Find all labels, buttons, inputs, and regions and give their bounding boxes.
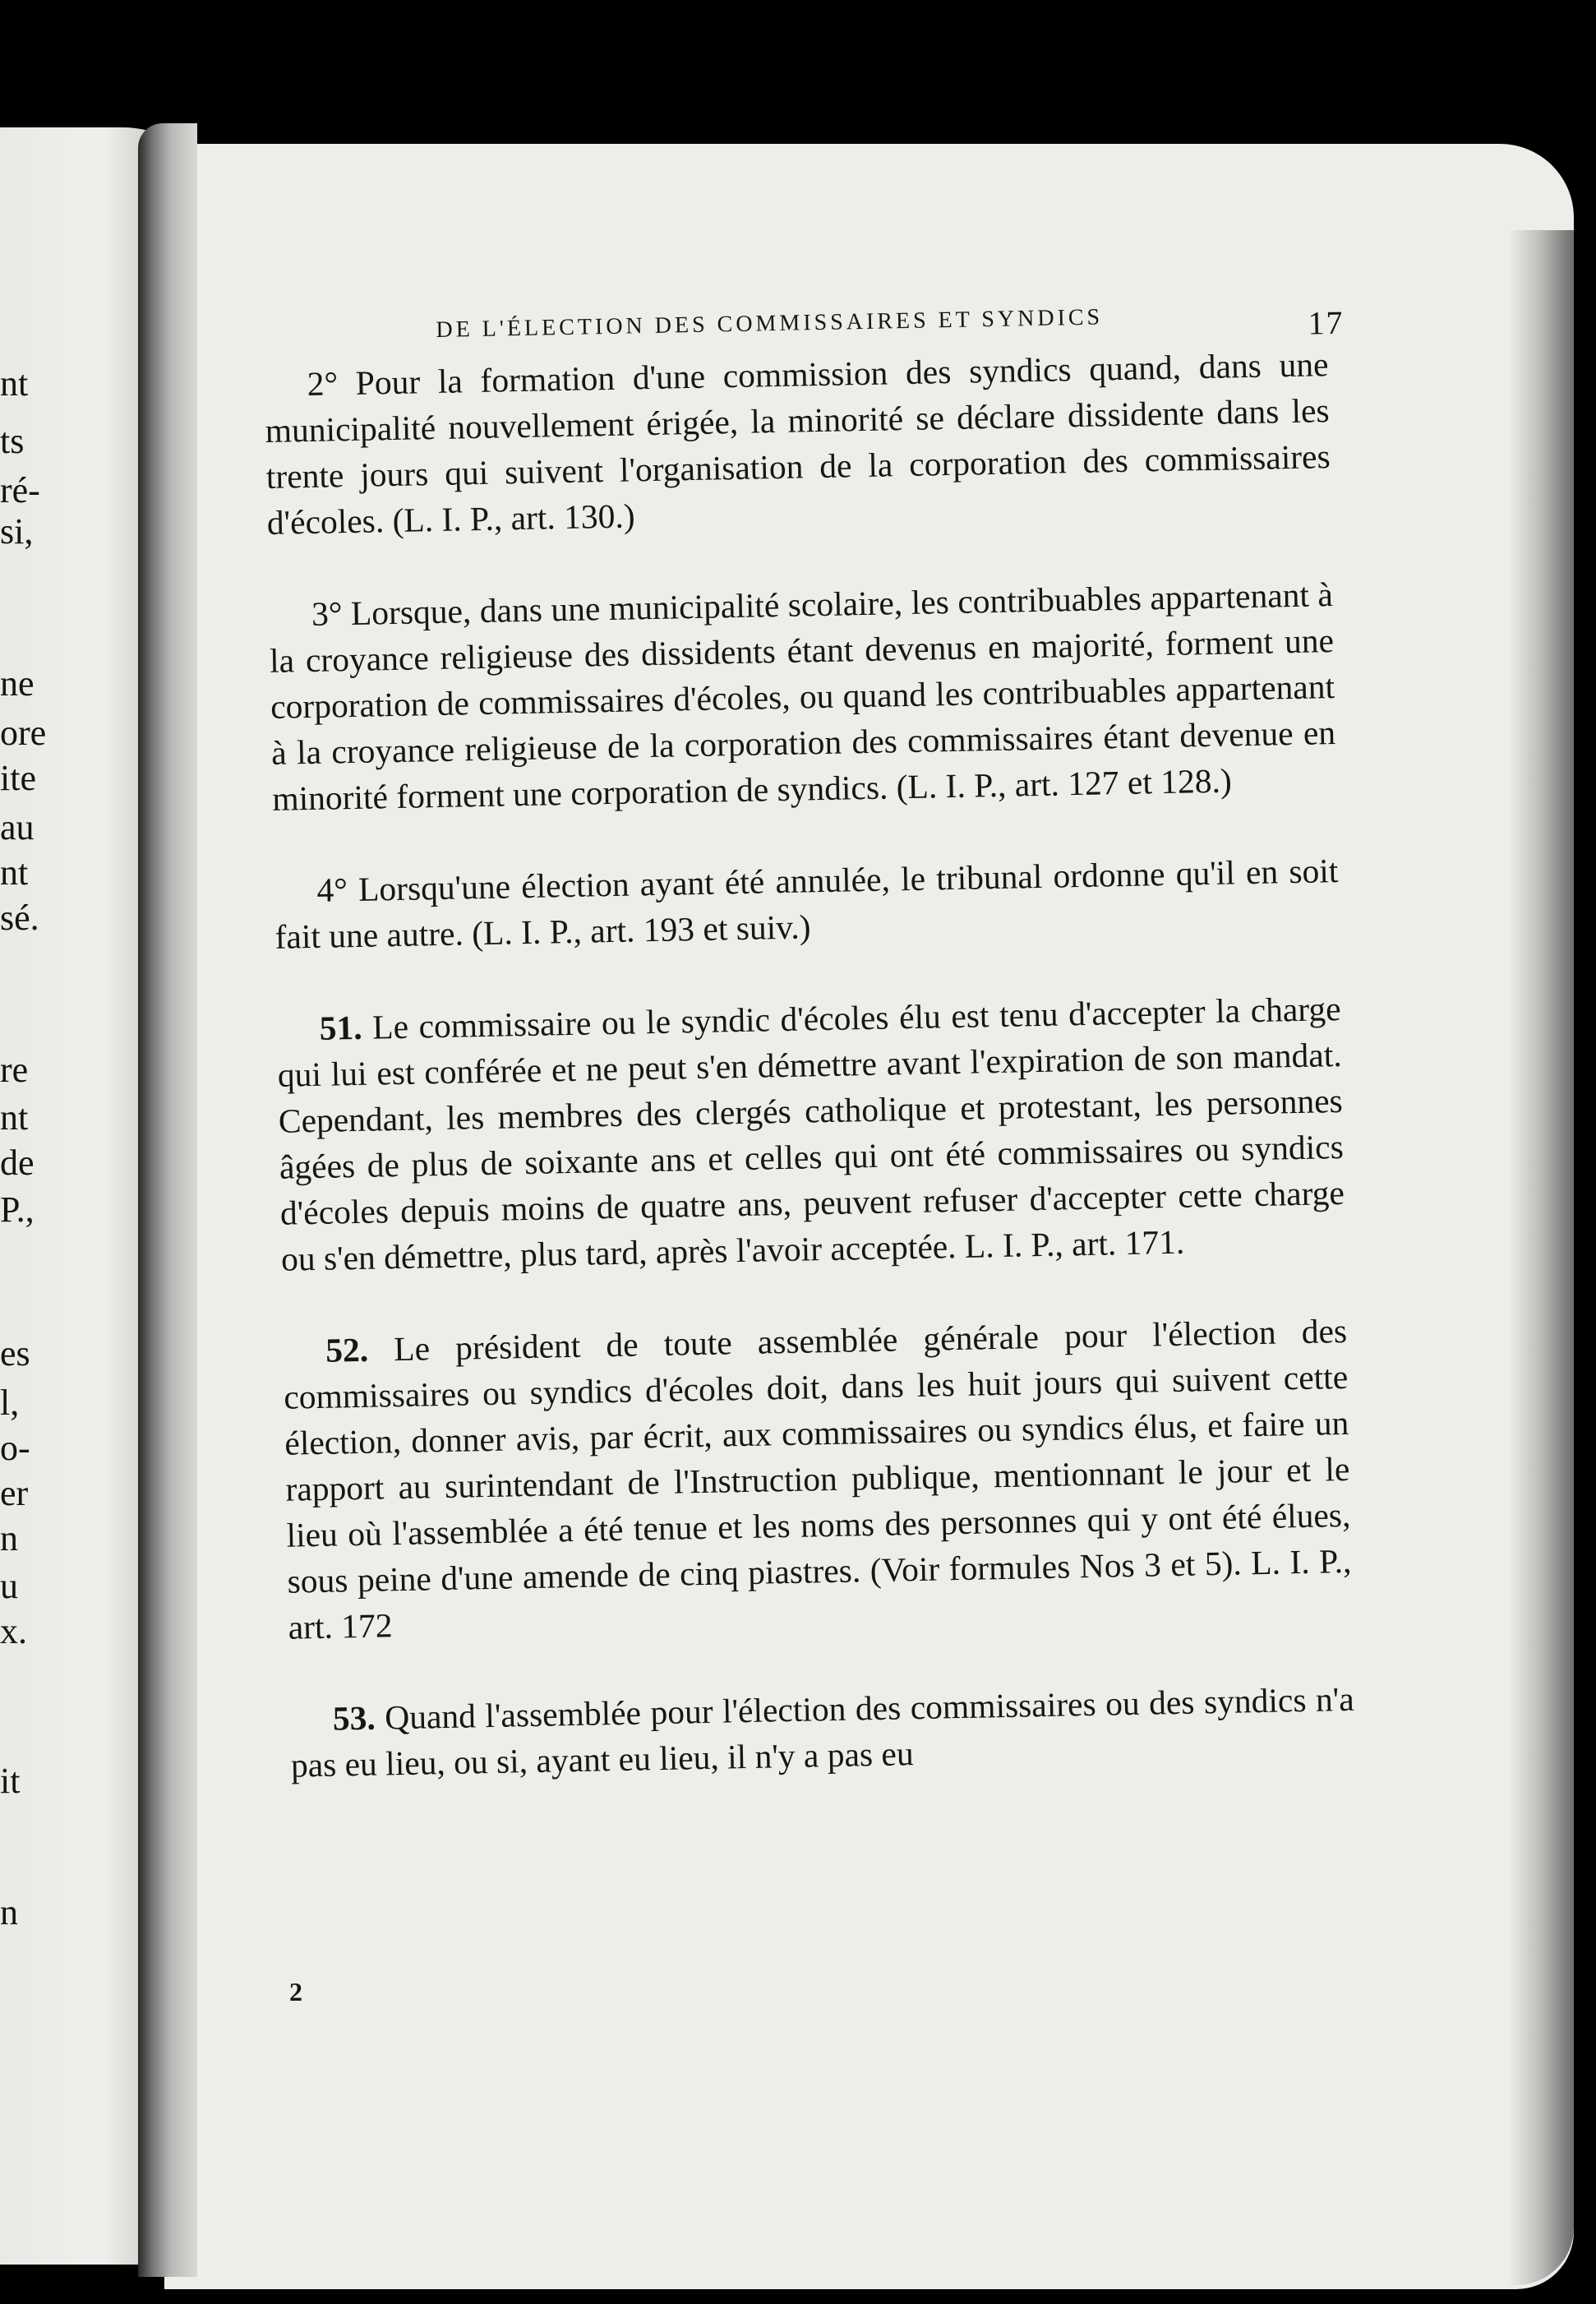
page-edge-shadow (1508, 230, 1574, 2285)
article-51: 51. Le commissaire ou le syndic d'écoles élu est tenu d'accepter la charge qui lui est conférée et ne peut s'en démettre avant l'expiration de son mandat. Cependant, les membres des clergés catholique et protestant, les personnes âgées de plus de soixante ans et celles qui ont été commissaires ou syndics d'écoles depuis moins de quatre ans, peuvent refuser d'accepter cette charge ou s'en démettre, plus tard, après l'avoir acceptée. L. I. P., art. 171. (277, 989, 1345, 1278)
left-fragment-text: n (0, 1892, 18, 1932)
left-fragment-text: es (0, 1333, 30, 1374)
article-number: 51 (319, 1009, 354, 1047)
book-gutter (138, 123, 197, 2277)
left-fragment-text: ore (0, 713, 47, 753)
left-fragment-text: si, (0, 511, 34, 552)
left-fragment-text: P., (0, 1189, 35, 1230)
page-number: 17 (1308, 303, 1345, 342)
paragraph-item-3: 3° Lorsque, dans une municipalité scolaire, les contribuables appartenant à la croyance religieuse des dissidents étant devenus en majorité, forment une corporation de commissaires d'écoles, ou quand les contribuables appartenant à la croyance religieuse de la corporation des commissaires étant devenue en minorité forment une corporation de syndics. (L. I. P., art. 127 et 128.) (269, 575, 1336, 818)
left-fragment-text: ré- (0, 470, 40, 510)
left-fragment-text: u (0, 1566, 18, 1606)
left-fragment-text: l, (0, 1383, 20, 1423)
running-head-title: DE L'ÉLECTION DES COMMISSAIRES ET SYNDICS (436, 304, 1104, 343)
left-fragment-text: de (0, 1143, 35, 1183)
article-52: 52. Le président de toute assemblée générale pour l'élection des commissaires ou syndics d'écoles doit, dans les huit jours qui suivent cette élection, donner avis, par écrit, aux commissaires ou syndics élus, et faire un rapport au surintendant de l'Instruction publique, mentionnant le jour et le lieu où l'assemblée a été tenue et les noms des personnes qui y ont été élues, sous peine d'une amende de cinq piastres. (Voir formules Nos 3 et 5). L. I. P., art. 172 (283, 1311, 1352, 1646)
article-text: Le commissaire ou le syndic d'écoles élu est tenu d'accepter la charge qui lui est conférée et ne peut s'en démettre avant l'expiration de son mandat. Cependant, les membres des clergés catholique et protestant, les personnes âgées de plus de soixante ans et celles qui ont été commissaires ou syndics d'écoles depuis moins de quatre ans, peuvent refuser d'accepter cette charge ou s'en démettre, plus tard, après l'avoir acceptée. L. I. P., art. 171. (277, 989, 1345, 1278)
left-fragment-text: x. (0, 1611, 27, 1651)
left-fragment-text: nt (0, 363, 29, 404)
left-fragment-text: au (0, 807, 35, 847)
article-text: Le président de toute assemblée générale pour l'élection des commissaires ou syndics d'écoles doit, dans les huit jours qui suivent cette élection, donner avis, par écrit, aux commissaires ou syndics élus, et faire un rapport au surintendant de l'Instruction publique, mentionnant le jour et le lieu où l'assemblée a été tenue et les noms des personnes qui y ont été élues, sous peine d'une amende de cinq piastres. (Voir formules Nos 3 et 5). L. I. P., art. 172 (283, 1311, 1352, 1646)
left-fragment-text: ne (0, 663, 35, 704)
left-fragment-text: o- (0, 1428, 30, 1468)
left-fragment-text: it (0, 1761, 21, 1801)
left-fragment-text: nt (0, 1097, 29, 1138)
page-text-block (263, 292, 1355, 1789)
article-53: 53. Quand l'assemblée pour l'élection des commissaires ou des syndics n'a pas eu lieu, ou si, ayant eu lieu, il n'y a pas eu (290, 1679, 1355, 1785)
left-fragment-text: nt (0, 852, 29, 893)
left-fragment-text: er (0, 1473, 29, 1513)
article-number: 52 (325, 1330, 361, 1369)
left-fragment-text: ts (0, 421, 25, 461)
left-fragment-text: sé. (0, 898, 39, 938)
left-fragment-text: n (0, 1518, 18, 1558)
article-text: Quand l'assemblée pour l'élection des commissaires ou des syndics n'a pas eu lieu, ou si, ayant eu lieu, il n'y a pas eu (290, 1679, 1355, 1785)
article-number: 53 (332, 1698, 367, 1738)
signature-mark: 2 (289, 1977, 302, 2006)
left-fragment-text: ite (0, 758, 36, 798)
paragraph-item-2: 2° Pour la formation d'une commission des syndics quand, dans une municipalité nouvellement érigée, la minorité se déclare dissidente dans les trente jours qui suivent l'organisation de la corporation des commissaires d'écoles. (L. I. P., art. 130.) (265, 345, 1331, 542)
left-fragment-text: re (0, 1050, 29, 1090)
paragraph-item-4: 4° Lorsqu'une élection ayant été annulée, le tribunal ordonne qu'il en soit fait une autre. (L. I. P., art. 193 et suiv.) (274, 852, 1339, 956)
